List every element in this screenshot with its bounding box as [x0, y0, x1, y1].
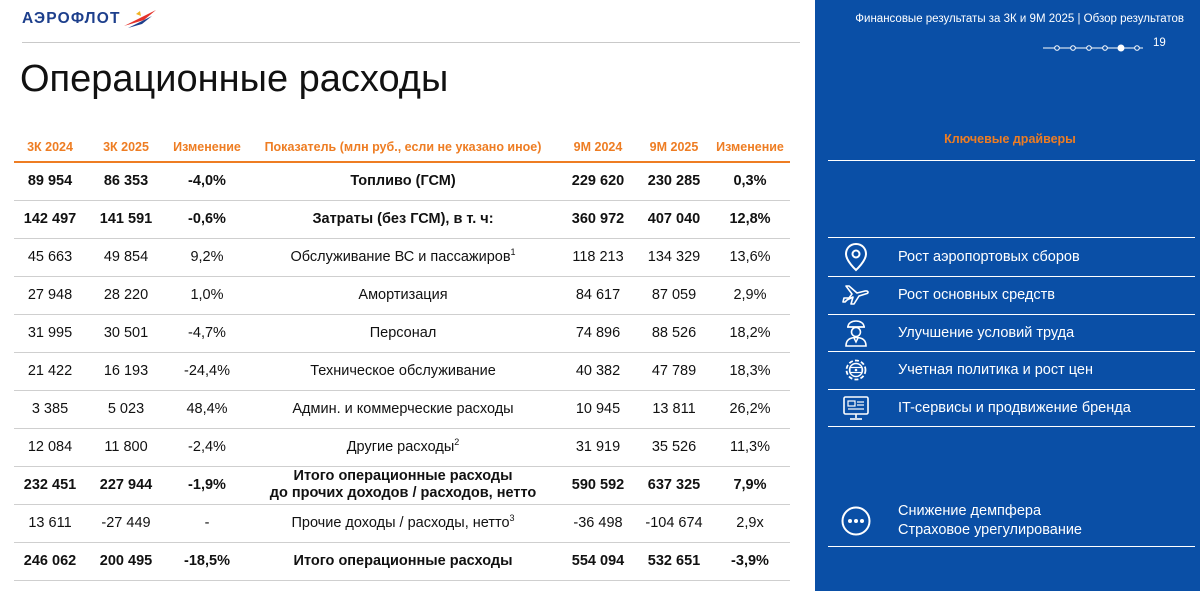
value-9m2024: 118 213	[558, 238, 638, 276]
indicator-name	[248, 428, 558, 466]
table-row	[14, 466, 790, 504]
indicator-label: Итого операционные расходы	[293, 552, 513, 569]
value-3q2025: 30 501	[86, 314, 166, 352]
value-3q2025: 49 854	[86, 238, 166, 276]
indicator-label: Техническое обслуживание	[310, 362, 496, 379]
value-change-9m: 2,9%	[710, 276, 790, 314]
value-3q2025: -27 449	[86, 504, 166, 542]
table-header-row	[14, 132, 790, 162]
table-row	[14, 542, 790, 580]
value-change-9m: 2,9x	[710, 504, 790, 542]
value-change-3q: -4,7%	[166, 314, 248, 352]
value-9m2025: 532 651	[638, 542, 710, 580]
driver-item-accounting-policy	[828, 351, 1195, 389]
value-3q2025: 141 591	[86, 200, 166, 238]
logo-wing-icon	[122, 8, 158, 30]
driver-item-airport-fees	[828, 238, 1195, 276]
location-pin-icon	[828, 238, 884, 276]
indicator-name	[248, 162, 558, 200]
driver-label: IT-сервисы и продвижение бренда	[898, 400, 1131, 416]
value-9m2024: 554 094	[558, 542, 638, 580]
driver-item-other	[828, 500, 1195, 542]
table-row	[14, 276, 790, 314]
value-9m2025: 230 285	[638, 162, 710, 200]
value-change-9m: 7,9%	[710, 466, 790, 504]
gear-money-icon	[828, 351, 884, 389]
value-3q2024: 246 062	[14, 542, 86, 580]
progress-dot	[1071, 46, 1076, 51]
table-row	[14, 352, 790, 390]
value-9m2024: 10 945	[558, 390, 638, 428]
table-row	[14, 428, 790, 466]
more-dots-icon	[828, 505, 884, 537]
drivers-title: Ключевые драйверы	[944, 132, 1076, 146]
value-3q2025: 200 495	[86, 542, 166, 580]
value-9m2024: 360 972	[558, 200, 638, 238]
indicator-label: Итого операционные расходы	[293, 468, 513, 484]
drivers-panel	[815, 0, 1200, 591]
value-3q2024: 45 663	[14, 238, 86, 276]
pilot-icon	[828, 314, 884, 352]
indicator-label: Другие расходы	[346, 438, 455, 455]
value-change-3q: -1,9%	[166, 466, 248, 504]
col-header-9m2024: 9М 2024	[558, 132, 638, 162]
value-3q2025: 5 023	[86, 390, 166, 428]
value-3q2024: 21 422	[14, 352, 86, 390]
value-change-9m: -3,9%	[710, 542, 790, 580]
value-9m2024: 74 896	[558, 314, 638, 352]
table-row	[14, 314, 790, 352]
slide-progress-indicator	[1043, 44, 1143, 52]
driver-item-working-conditions	[828, 314, 1195, 352]
value-change-3q: -18,5%	[166, 542, 248, 580]
progress-dot-active	[1118, 45, 1124, 51]
table-row	[14, 238, 790, 276]
value-9m2025: 407 040	[638, 200, 710, 238]
value-9m2024: 229 620	[558, 162, 638, 200]
indicator-label: Админ. и коммерческие расходы	[292, 400, 514, 417]
value-9m2024: 40 382	[558, 352, 638, 390]
value-9m2024: -36 498	[558, 504, 638, 542]
progress-dot	[1103, 46, 1108, 51]
value-9m2025: 637 325	[638, 466, 710, 504]
value-3q2025: 16 193	[86, 352, 166, 390]
progress-dot	[1055, 46, 1060, 51]
indicator-label: Прочие доходы / расходы, нетто	[291, 514, 510, 531]
footnote-marker: 2	[454, 436, 460, 447]
driver-label: Рост основных средств	[898, 287, 1055, 303]
driver-divider	[828, 426, 1195, 427]
progress-dot	[1135, 46, 1140, 51]
value-change-9m: 18,3%	[710, 352, 790, 390]
page-number: 19	[1153, 37, 1166, 49]
value-3q2024: 142 497	[14, 200, 86, 238]
indicator-name	[248, 352, 558, 390]
logo-text: АЭРОФЛОТ	[22, 10, 121, 27]
col-header-change-9m: Изменение	[710, 132, 790, 162]
value-change-3q: 1,0%	[166, 276, 248, 314]
indicator-label: Обслуживание ВС и пассажиров	[290, 248, 511, 265]
value-change-9m: 11,3%	[710, 428, 790, 466]
driver-label: Улучшение условий труда	[898, 325, 1075, 341]
operating-expenses-table	[14, 132, 790, 581]
indicator-label: Персонал	[369, 324, 437, 341]
value-change-9m: 0,3%	[710, 162, 790, 200]
value-9m2025: 47 789	[638, 352, 710, 390]
col-header-indicator: Показатель (млн руб., если не указано иное)	[248, 132, 558, 162]
value-9m2024: 31 919	[558, 428, 638, 466]
value-9m2025: 35 526	[638, 428, 710, 466]
driver-label: Рост аэропортовых сборов	[898, 249, 1080, 265]
value-3q2025: 11 800	[86, 428, 166, 466]
indicator-name	[248, 314, 558, 352]
value-3q2024: 31 995	[14, 314, 86, 352]
page-title: Операционные расходы	[20, 58, 449, 100]
indicator-name	[248, 466, 558, 504]
value-9m2025: 13 811	[638, 390, 710, 428]
col-header-change-3q: Изменение	[166, 132, 248, 162]
value-3q2024: 12 084	[14, 428, 86, 466]
value-change-3q: 48,4%	[166, 390, 248, 428]
value-3q2024: 3 385	[14, 390, 86, 428]
indicator-name	[248, 390, 558, 428]
footnote-marker: 1	[510, 246, 516, 257]
value-change-3q: -24,4%	[166, 352, 248, 390]
value-3q2025: 86 353	[86, 162, 166, 200]
value-3q2025: 28 220	[86, 276, 166, 314]
value-change-3q: -4,0%	[166, 162, 248, 200]
header-divider	[22, 42, 800, 43]
value-change-3q: 9,2%	[166, 238, 248, 276]
value-change-9m: 12,8%	[710, 200, 790, 238]
indicator-name	[248, 504, 558, 542]
driver-label: Учетная политика и рост цен	[898, 362, 1093, 378]
value-9m2025: -104 674	[638, 504, 710, 542]
value-9m2024: 84 617	[558, 276, 638, 314]
report-header: Финансовые результаты за 3К и 9М 2025 | Обзор результатов	[855, 13, 1184, 25]
table-row	[14, 504, 790, 542]
indicator-name	[248, 200, 558, 238]
value-change-3q: -2,4%	[166, 428, 248, 466]
indicator-name	[248, 238, 558, 276]
value-9m2025: 88 526	[638, 314, 710, 352]
col-header-3q2024: 3К 2024	[14, 132, 86, 162]
value-change-9m: 18,2%	[710, 314, 790, 352]
monitor-icon	[828, 389, 884, 427]
driver-item-it-services	[828, 389, 1195, 427]
aeroflot-logo	[22, 8, 158, 30]
value-3q2024: 232 451	[14, 466, 86, 504]
value-9m2025: 134 329	[638, 238, 710, 276]
value-change-9m: 26,2%	[710, 390, 790, 428]
value-change-3q: -	[166, 504, 248, 542]
indicator-label: Амортизация	[358, 286, 448, 303]
value-3q2025: 227 944	[86, 466, 166, 504]
value-9m2025: 87 059	[638, 276, 710, 314]
driver-item-fixed-assets	[828, 276, 1195, 314]
panel-divider	[828, 160, 1195, 161]
table-row	[14, 390, 790, 428]
value-3q2024: 13 611	[14, 504, 86, 542]
indicator-label-line2: до прочих доходов / расходов, нетто	[269, 485, 537, 501]
indicator-name	[248, 276, 558, 314]
value-3q2024: 89 954	[14, 162, 86, 200]
airplane-icon	[828, 276, 884, 314]
footnote-marker: 3	[509, 512, 515, 523]
value-change-3q: -0,6%	[166, 200, 248, 238]
other-driver-line-1: Снижение демпфера	[898, 503, 1042, 519]
other-driver-line-2: Страховое урегулирование	[898, 522, 1082, 538]
col-header-9m2025: 9М 2025	[638, 132, 710, 162]
table-row	[14, 200, 790, 238]
progress-dot	[1087, 46, 1092, 51]
indicator-label: Топливо (ГСМ)	[350, 172, 456, 189]
indicator-name	[248, 542, 558, 580]
value-change-9m: 13,6%	[710, 238, 790, 276]
col-header-3q2025: 3К 2025	[86, 132, 166, 162]
value-9m2024: 590 592	[558, 466, 638, 504]
value-3q2024: 27 948	[14, 276, 86, 314]
panel-bottom-divider	[828, 546, 1195, 547]
table-row	[14, 162, 790, 200]
indicator-label: Затраты (без ГСМ), в т. ч:	[312, 210, 494, 227]
